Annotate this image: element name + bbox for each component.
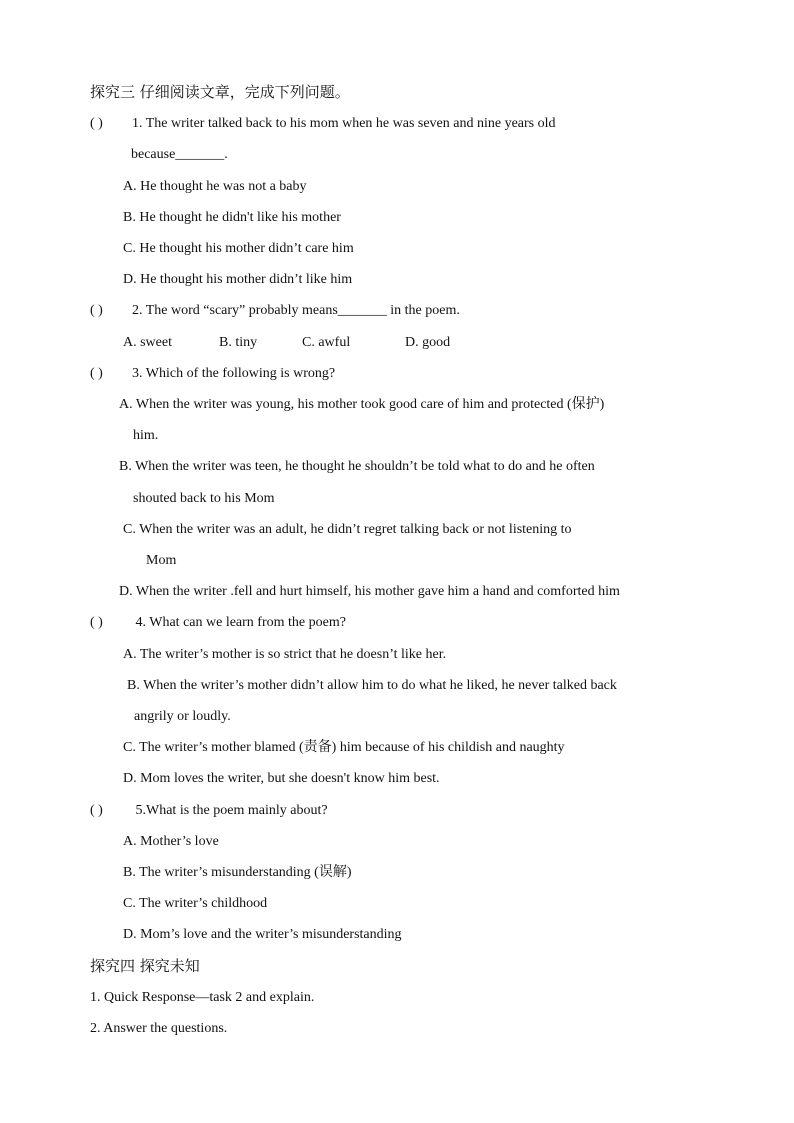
- q5-option-c: C. The writer’s childhood: [123, 896, 268, 911]
- q3-option-b-cont: shouted back to his Mom: [133, 491, 275, 506]
- section3-heading: 探究三 仔细阅读文章，完成下列问题。: [90, 83, 350, 101]
- question-3: [90, 365, 335, 383]
- question-5-stem: 5.What is the poem mainly about?: [132, 803, 328, 818]
- question-2: [90, 302, 460, 320]
- q4-option-a: A. The writer’s mother is so strict that he doesn’t like her.: [123, 647, 447, 662]
- section4-item-2: 2. Answer the questions.: [90, 1021, 228, 1036]
- section4-heading: 探究四 探究未知: [90, 957, 200, 975]
- q3-option-d: D. When the writer .fell and hurt himself, his mother gave him a hand and comforted him: [119, 584, 620, 599]
- q4-option-b-cont: angrily or loudly.: [134, 709, 231, 724]
- q2-option-d: D. good: [405, 335, 451, 350]
- question-1-stem-cont: because_______.: [131, 147, 228, 162]
- q5-option-d: D. Mom’s love and the writer’s misunderstanding: [123, 927, 402, 942]
- q2-option-b: B. tiny: [219, 335, 258, 350]
- q1-option-b: B. He thought he didn't like his mother: [123, 210, 341, 225]
- question-5: [90, 802, 328, 820]
- q4-option-d: D. Mom loves the writer, but she doesn't know him best.: [123, 771, 440, 786]
- q4-option-b: B. When the writer’s mother didn’t allow him to do what he liked, he never talked back: [127, 678, 617, 693]
- q3-option-c: C. When the writer was an adult, he didn’t regret talking back or not listening to: [123, 522, 572, 537]
- q1-option-d: D. He thought his mother didn’t like him: [123, 272, 353, 287]
- q1-option-c: C. He thought his mother didn’t care him: [123, 241, 354, 256]
- question-1-stem: 1. The writer talked back to his mom when he was seven and nine years old: [132, 116, 556, 131]
- q2-option-a: A. sweet: [123, 335, 172, 350]
- question-1: [90, 115, 556, 133]
- q3-option-b: B. When the writer was teen, he thought he shouldn’t be told what to do and he often: [119, 459, 595, 474]
- q5-option-a: A. Mother’s love: [123, 834, 219, 849]
- q1-option-a: A. He thought he was not a baby: [123, 179, 307, 194]
- question-4-stem: 4. What can we learn from the poem?: [132, 615, 346, 630]
- question-4: [90, 614, 346, 632]
- answer-blank-5[interactable]: ( ): [90, 803, 103, 818]
- answer-blank-3[interactable]: ( ): [90, 366, 103, 381]
- q2-option-c: C. awful: [302, 335, 351, 350]
- answer-blank-4[interactable]: ( ): [90, 615, 103, 630]
- section4-item-1: 1. Quick Response—task 2 and explain.: [90, 990, 315, 1005]
- answer-blank-1[interactable]: ( ): [90, 116, 103, 131]
- q3-option-a: A. When the writer was young, his mother took good care of him and protected (保护): [119, 397, 605, 412]
- q4-option-c: C. The writer’s mother blamed (责备) him because of his childish and naughty: [123, 740, 565, 755]
- q5-option-b: B. The writer’s misunderstanding (误解): [123, 865, 352, 880]
- q3-option-a-cont: him.: [133, 428, 159, 443]
- q3-option-c-cont: Mom: [146, 553, 177, 568]
- question-2-stem: 2. The word “scary” probably means_______ in the poem.: [132, 303, 460, 318]
- answer-blank-2[interactable]: ( ): [90, 303, 103, 318]
- question-3-stem: 3. Which of the following is wrong?: [132, 366, 336, 381]
